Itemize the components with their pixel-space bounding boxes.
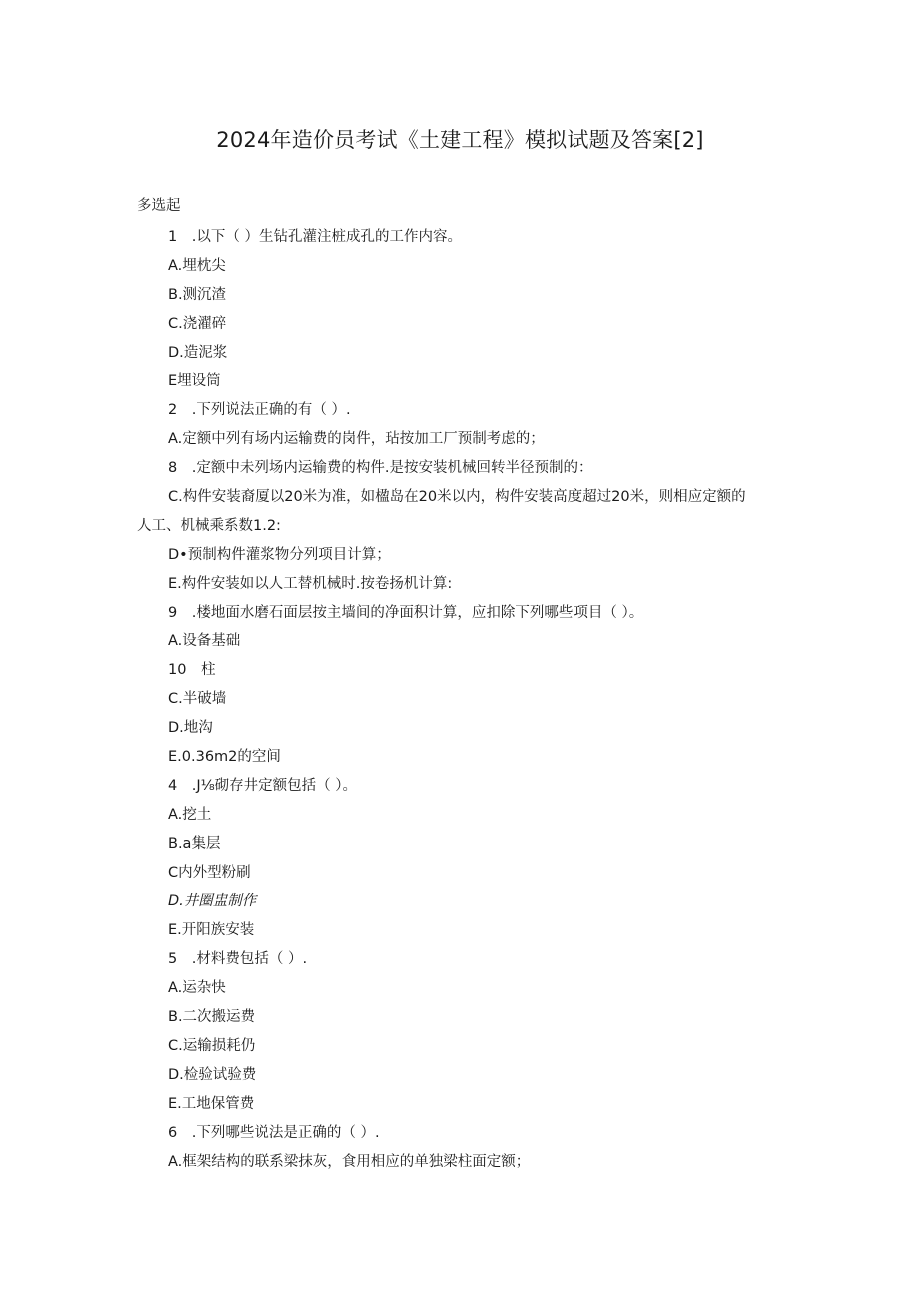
- question-line: 4 .J⅛砌存井定额包括（ ）。: [168, 777, 358, 794]
- option-line: C.构件安装裔厦以20米为准，如楹岛在20米以内，构件安装高度超过20米，则相应定额的: [168, 489, 746, 506]
- option-line: A.框架结构的联系梁抹灰，食用相应的单独梁柱面定额；: [168, 1153, 531, 1170]
- question-line: 1 .以下（ ）生钻孔灌注桩成孔的工作内容。: [168, 229, 462, 245]
- option-line: C内外型粉刷: [168, 864, 251, 881]
- option-line: B.a集层: [168, 835, 221, 852]
- question-line: 2 .下列说法正确的有（ ）.: [168, 402, 351, 419]
- option-line: A.运杂快: [168, 980, 226, 997]
- option-line: D.检验试验费: [168, 1066, 257, 1083]
- option-line: E.构件安装如以人工替机械时.按卷扬机计算:: [168, 575, 453, 592]
- question-line: 6 .下列哪些说法是正确的（ ）.: [168, 1124, 380, 1141]
- option-line: C.浇濯碎: [168, 315, 227, 332]
- option-line: D.地沟: [168, 720, 213, 737]
- question-line: 9 .楼地面水磨石面层按主墙间的净面积计算，应扣除下列哪些项目（ ）。: [168, 604, 644, 621]
- document-title: 2024年造价员考试《土建工程》模拟试题及答案[2]: [216, 128, 704, 152]
- option-line: E埋设筒: [168, 373, 221, 390]
- option-line: 10 柱: [168, 662, 216, 679]
- option-line: E.开阳族安装: [168, 922, 255, 939]
- question-line: 5 .材料费包括（ ）.: [168, 951, 308, 968]
- section-heading: 多选起: [137, 198, 181, 214]
- option-line: C.半破墙: [168, 691, 227, 708]
- option-line: B.测沉渣: [168, 286, 227, 303]
- option-line: A.定额中列有场内运输费的岗件，玷按加工厂预制考虑的；: [168, 431, 545, 448]
- option-line: D•预制构件灌浆物分列项目计算；: [168, 546, 391, 563]
- option-line-continuation: 人工、机械乘系数1.2:: [137, 517, 281, 534]
- option-line: A.埋枕尖: [168, 257, 226, 274]
- question-list: [0, 225, 920, 1178]
- option-line: A.挖土: [168, 806, 212, 823]
- option-line: B.二次搬运费: [168, 1009, 256, 1026]
- option-line: E.0.36m2的空间: [168, 749, 281, 766]
- option-line: 8 .定额中未列场内运输费的构件.是按安装机械回转半径预制的：: [168, 460, 593, 477]
- option-line: D.井圈盅制作: [168, 893, 257, 910]
- option-line: C.运输损耗仍: [168, 1037, 256, 1054]
- option-line: A.设备基础: [168, 633, 241, 650]
- option-line: E.工地保管费: [168, 1095, 255, 1112]
- option-line: D.造泥浆: [168, 344, 228, 361]
